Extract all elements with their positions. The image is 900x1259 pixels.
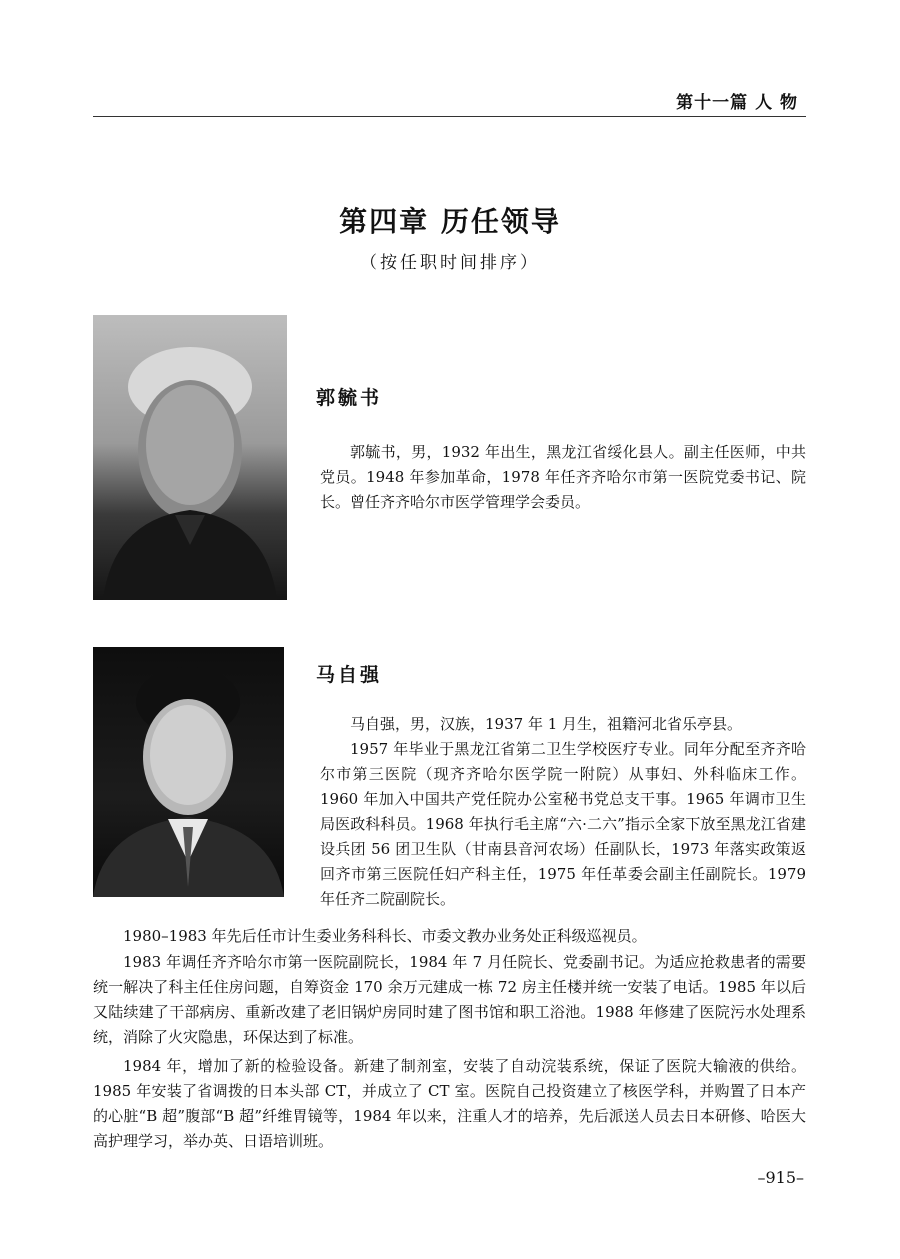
page-number: –915– xyxy=(757,1168,804,1187)
person-bio-paragraph: 郭毓书，男，1932 年出生，黑龙江省绥化县人。副主任医师，中共党员。1948 年参加革命，1978 年任齐齐哈尔市第一医院党委书记、院长。曾任齐齐哈尔市医学管理学会委员。 xyxy=(320,443,806,511)
running-header xyxy=(93,88,806,117)
body-paragraph: 1984 年，增加了新的检验设备。新建了制剂室，安装了自动浣装系统，保证了医院大输液的供给。1985 年安装了省调拨的日本头部 CT，并成立了 CT 室。医院自己投资建立了核医学科，并购置了日本产的心脏“B 超”腹部“B 超”纤维胃镜等，1984 年以来，注重人才的培养，先后派送人员去日本研修、哈医大高护理学习，举办英、日语培训班。 xyxy=(93,1057,806,1150)
chapter-subtitle: （按任职时间排序） xyxy=(360,253,540,273)
chapter-title: 第四章 历任领导 xyxy=(339,205,561,238)
person-bio-paragraph: 1957 年毕业于黑龙江省第二卫生学校医疗专业。同年分配至齐齐哈尔市第三医院（现齐齐哈尔医学院一附院）从事妇、外科临床工作。1960 年加入中国共产党任院办公室秘书党总支干事。1965 年调市卫生局医政科科员。1968 年执行毛主席“六·二六”指示全家下放至黑龙江省建设兵团 56 团卫生队（甘南县音河农场）任副队长，1973 年落实政策返回齐市第三医院任妇产科主任，1975 年任革委会副主任副院长。1979 年任齐二院副院长。 xyxy=(320,740,806,908)
portrait-photo-ma xyxy=(93,647,284,897)
person-name: 郭毓书 xyxy=(316,387,383,409)
person-bio-paragraph: 马自强，男，汉族，1937 年 1 月生，祖籍河北省乐亭县。 xyxy=(350,715,743,733)
body-paragraph: 1983 年调任齐齐哈尔市第一医院副院长，1984 年 7 月任院长、党委副书记。为适应抢救患者的需要统一解决了科主任住房问题，自筹资金 170 余万元建成一栋 72 房主任楼并统一安装了电话。1985 年以后又陆续建了干部病房、重新改建了老旧锅炉房同时建了图书馆和职工浴池。1988 年修建了医院污水处理系统，消除了火灾隐患，环保达到了标准。 xyxy=(93,953,806,1046)
portrait-photo-guo xyxy=(93,315,287,600)
person-name: 马自强 xyxy=(316,664,383,686)
body-paragraph: 1980–1983 年先后任市计生委业务科科长、市委文教办业务处正科级巡视员。 xyxy=(123,927,647,945)
section-title: 第十一篇 人 物 xyxy=(676,93,798,113)
